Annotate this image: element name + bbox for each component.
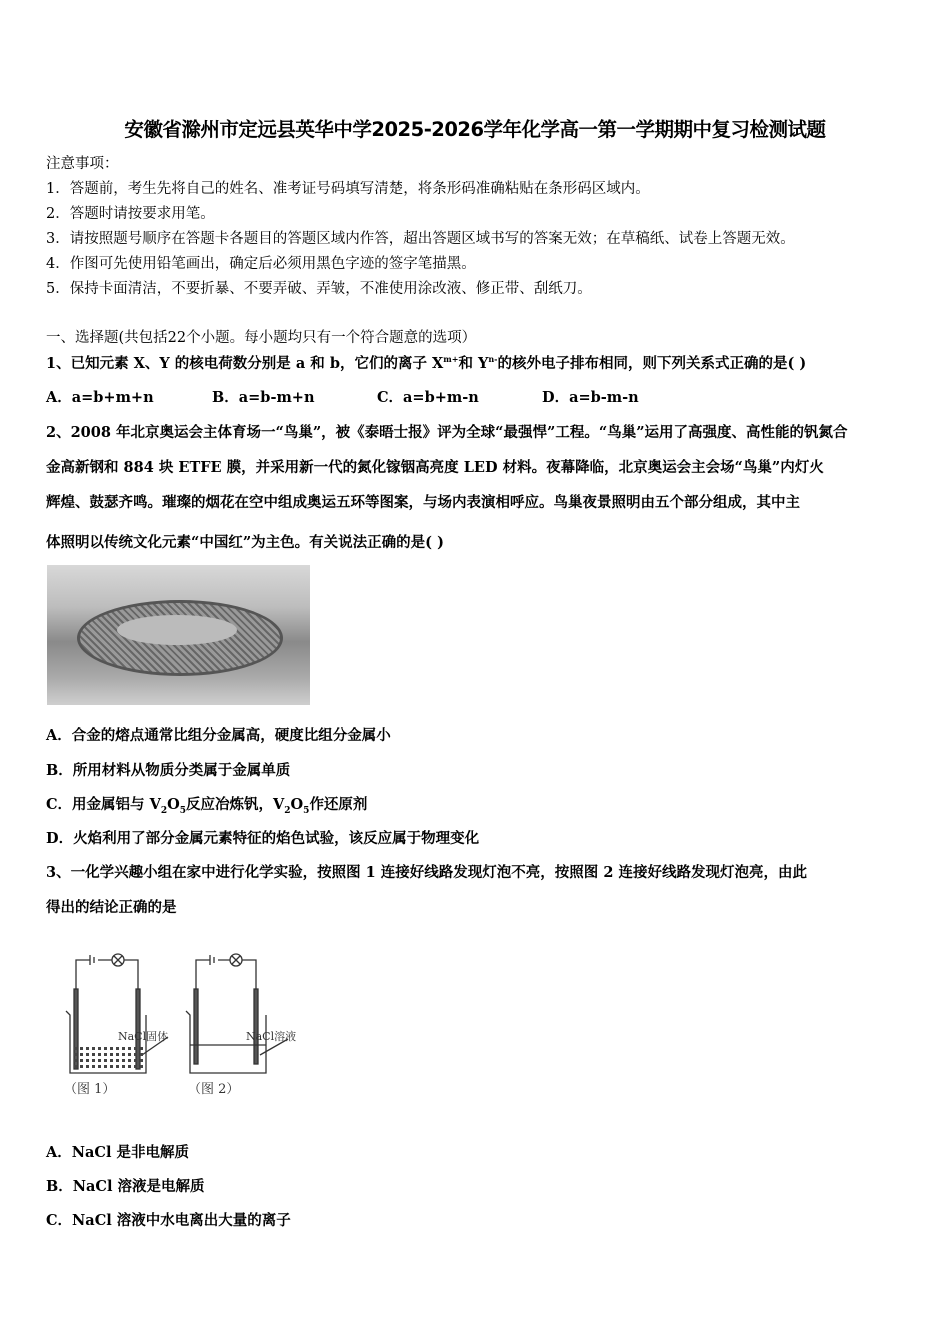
text: 作还原剂 [309,796,368,813]
q3-option-c: C．NaCl 溶液中水电离出大量的离子 [46,1212,291,1229]
sub: 5 [303,805,310,816]
q3-option-a: A．NaCl 是非电解质 [46,1144,189,1161]
q2-line: 2、2008 年北京奥运会主体育场一“鸟巢”，被《泰晤士报》评为全球“最强悍”工程。“鸟巢”运用了高强度、高性能的钒氮合 [46,424,848,441]
fig1-label: NaCl固体 [118,1030,169,1043]
q1-text: 1、已知元素 X、Y 的核电荷数分别是 a 和 b，它们的离子 X [46,355,444,372]
note-1: 1．答题前，考生先将自己的姓名、准考证号码填写清楚，将条形码准确粘贴在条形码区域内。 [46,181,650,197]
text: C．用金属铝与 V [46,796,161,813]
q3-line: 得出的结论正确的是 [46,899,177,916]
sub: 2 [284,805,291,816]
q1-option-b: B．a=b-m+n [212,389,315,406]
q1-option-d: D．a=b-m-n [542,389,639,406]
fig2-caption: （图 2） [188,1082,240,1097]
circuit-figures [50,945,320,1100]
q2-line: 体照明以传统文化元素“中国红”为主色。有关说法正确的是( ) [46,534,444,551]
note-2: 2．答题时请按要求用笔。 [46,206,215,222]
note-4: 4．作图可先使用铅笔画出，确定后必须用黑色字迹的签字笔描黑。 [46,256,476,272]
q2-option-d: D．火焰利用了部分金属元素特征的焰色试验，该反应属于物理变化 [46,830,480,847]
q1-sup: n- [488,354,498,365]
q1-text: 的核外电子排布相同，则下列关系式正确的是( ) [497,355,807,372]
section-heading: 一、选择题(共包括22个小题。每小题均只有一个符合题意的选项） [46,330,477,346]
q2-option-a: A．合金的熔点通常比组分金属高，硬度比组分金属小 [46,727,391,744]
fig2-label: NaCl溶液 [246,1030,297,1043]
sub: 5 [179,805,187,816]
sub: 2 [160,805,168,816]
notes-heading: 注意事项： [46,156,119,172]
q2-line: 辉煌、鼓瑟齐鸣。璀璨的烟花在空中组成奥运五环等图案，与场内表演相呼应。鸟巢夜景照明由五个部分组成，其中主 [46,494,800,511]
text: O [290,796,304,813]
q3-line: 3、一化学兴趣小组在家中进行化学实验，按照图 1 连接好线路发现灯泡不亮，按照图 2 连接好线路发现灯泡亮，由此 [46,864,807,881]
note-3: 3．请按照题号顺序在答题卡各题目的答题区域内作答，超出答题区域书写的答案无效；在草稿纸、试卷上答题无效。 [46,231,795,247]
note-5: 5．保持卡面清洁，不要折暴、不要弄破、弄皱，不准使用涂改液、修正带、刮纸刀。 [46,281,592,297]
q2-line: 金高新钢和 884 块 ETFE 膜，并采用新一代的氮化镓铟高亮度 LED 材料。夜幕降临，北京奥运会主会场“鸟巢”内灯火 [46,459,824,476]
q1-text: 和 Y [458,355,489,372]
question-1 [46,352,806,373]
text: O [167,796,180,813]
bird-nest-stadium-photo [47,565,310,705]
q1-option-a: A．a=b+m+n [46,389,154,406]
q2-option-c [46,793,367,816]
q1-sup: m+ [443,354,459,365]
q1-option-c: C．a=b+m-n [377,389,479,406]
fig1-caption: （图 1） [64,1082,116,1097]
q2-option-b: B．所用材料从物质分类属于金属单质 [46,762,291,779]
page-title: 安徽省滁州市定远县英华中学2025-2026学年化学高一第一学期期中复习检测试题 [124,118,826,141]
text: 反应冶炼钒，V [186,796,285,813]
q3-option-b: B．NaCl 溶液是电解质 [46,1178,205,1195]
